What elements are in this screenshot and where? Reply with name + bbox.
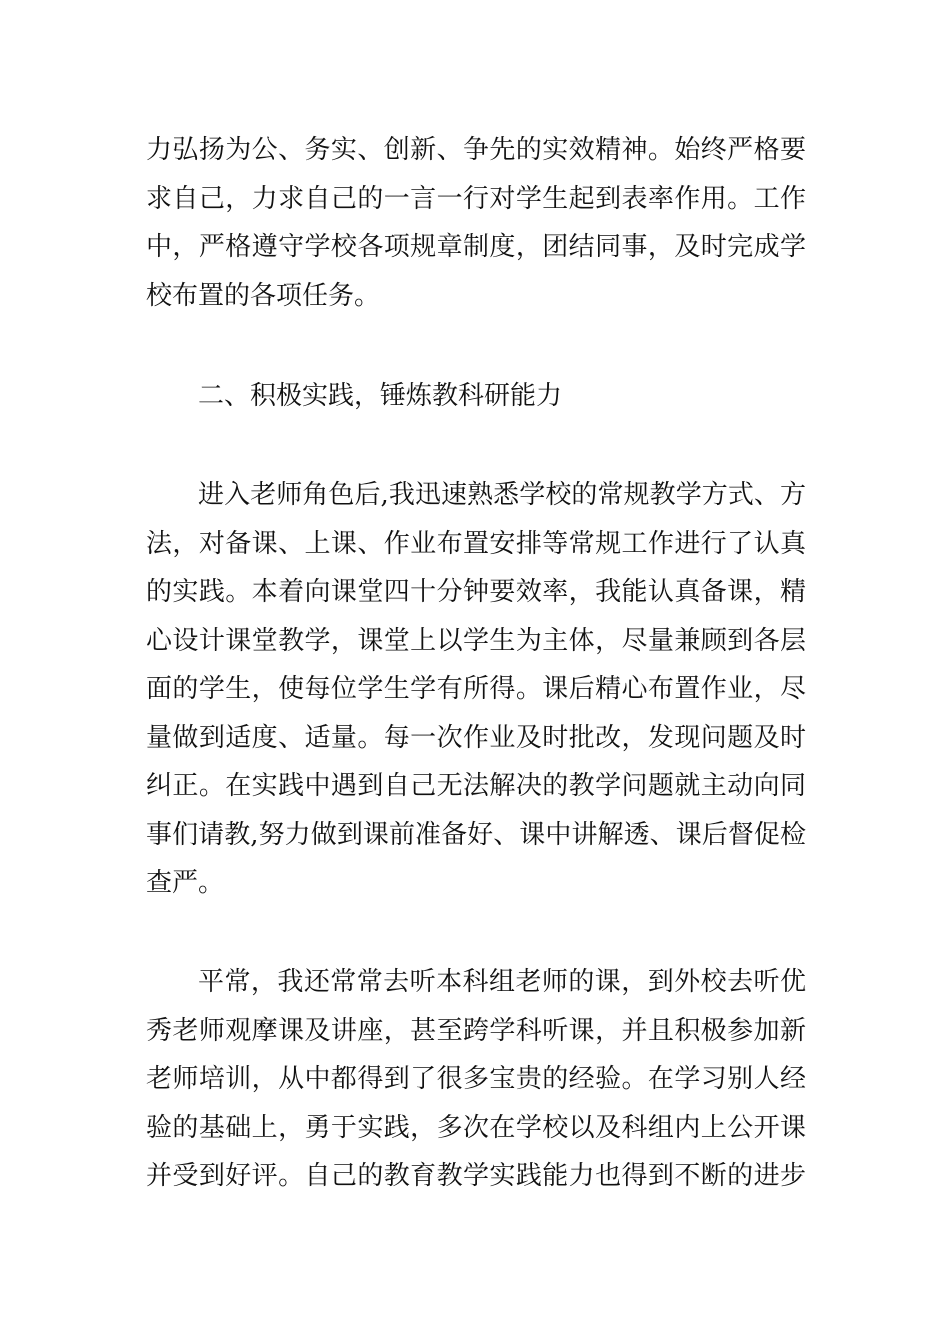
text-line: 秀老师观摩课及讲座，甚至跨学科听课，并且积极参加新 <box>146 1015 806 1046</box>
paragraph-observation-learning <box>146 958 806 1201</box>
text-line: 面的学生，使每位学生学有所得。课后精心布置作业，尽 <box>146 674 806 704</box>
text-line: 老师培训，从中都得到了很多宝贵的经验。在学习别人经 <box>146 1064 806 1094</box>
section-heading-text: 二、积极实践，锤炼教科研能力 <box>198 381 563 411</box>
text-line: 心设计课堂教学，课堂上以学生为主体，尽量兼顾到各层 <box>146 625 806 656</box>
text-line: 校布置的各项任务。 <box>146 280 381 311</box>
text-line: 力弘扬为公、务实、创新、争先的实效精神。始终严格要 <box>146 135 806 165</box>
text-line: 事们请教,努力做到课前准备好、课中讲解透、课后督促检 <box>146 819 806 850</box>
text-line: 量做到适度、适量。每一次作业及时批改，发现问题及时 <box>146 722 806 753</box>
text-line: 的实践。本着向课堂四十分钟要效率，我能认真备课，精 <box>146 577 806 607</box>
text-line: 中，严格遵守学校各项规章制度，团结同事，及时完成学 <box>146 232 806 262</box>
paragraph-teaching-practice <box>146 471 806 908</box>
text-line: 查严。 <box>146 868 225 898</box>
text-line: 纠正。在实践中遇到自己无法解决的教学问题就主动向同 <box>146 771 806 801</box>
text-line: 求自己，力求自己的一言一行对学生起到表率作用。工作 <box>146 183 806 214</box>
text-line: 法，对备课、上课、作业布置安排等常规工作进行了认真 <box>146 528 806 559</box>
text-line: 验的基础上，勇于实践，多次在学校以及科组内上公开课 <box>146 1112 806 1143</box>
section-heading <box>146 372 806 421</box>
paragraph-work-ethic <box>146 126 806 320</box>
text-line: 并受到好评。自己的教育教学实践能力也得到不断的进步 <box>146 1161 806 1191</box>
text-line: 平常，我还常常去听本科组老师的课，到外校去听优 <box>198 967 806 997</box>
text-line: 进入老师角色后,我迅速熟悉学校的常规教学方式、方 <box>198 480 806 510</box>
